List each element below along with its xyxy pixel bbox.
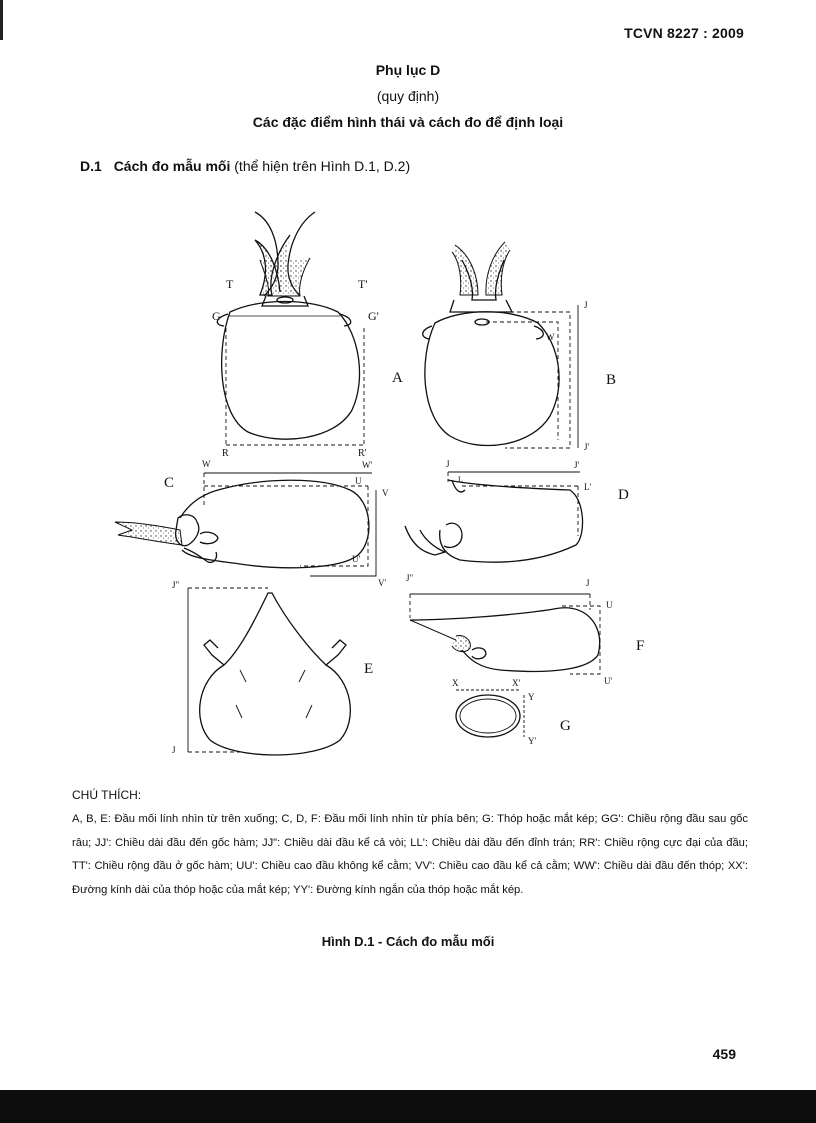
- section-number: D.1: [80, 158, 102, 174]
- label-y-prime-g: Y': [528, 736, 537, 746]
- panel-g-label: G: [560, 718, 571, 734]
- label-j-prime-d: J': [574, 460, 580, 470]
- label-j-dprime-e: J": [172, 580, 180, 590]
- panel-b-label: B: [606, 372, 617, 388]
- panel-g-drawing: [456, 690, 524, 737]
- panel-a-label: A: [392, 370, 403, 386]
- label-v-prime-c: V': [378, 578, 387, 588]
- appendix-heading: Các đặc điểm hình thái và cách đo để định loại: [252, 114, 564, 130]
- panel-e-label: E: [364, 661, 374, 677]
- label-l-d: L: [458, 475, 463, 484]
- panel-f-drawing: [410, 594, 600, 674]
- section-heading: [80, 158, 410, 174]
- panel-f-label: F: [636, 638, 645, 654]
- label-j-dprime-f: J": [406, 573, 414, 583]
- label-j-f: J: [586, 578, 590, 588]
- notes-body: A, B, E: Đầu mối lính nhìn từ trên xuống; C, D, F: Đầu mối lính nhìn từ phía bên; G: Thóp hoặc mắt kép; GG': Chiều rộng đầu sau gốc râu; JJ': Chiều dài đầu đến gốc hàm; JJ": Chiều dài đầu kể cả vòi; LL': Chiều dài đầu đến đỉnh trán; RR': Chiều rộng cực đại của đầu; TT': Chiều rộng đầu ở gốc hàm; UU': Chiều cao đầu không kể cằm; VV': Chiều cao đầu kể cả cằm; WW': Chiều dài đầu đến thóp; XX': Đường kính dài của thóp hoặc của mắt kép; YY': Đường kính ngắn của thóp hoặc mắt kép.: [72, 813, 748, 896]
- label-l-prime-d: L': [584, 482, 592, 492]
- label-j-b: J: [584, 300, 588, 310]
- label-w-prime-c: W': [362, 460, 373, 470]
- scan-bottom-band: [0, 1090, 816, 1123]
- label-j-prime-b: J': [584, 442, 590, 452]
- label-w-c: W: [202, 459, 211, 469]
- figure-caption: Hình D.1 - Cách đo mẫu mối: [321, 934, 495, 949]
- label-g-prime: G': [368, 309, 379, 323]
- label-r-prime: R': [358, 448, 367, 459]
- standard-code: TCVN 8227 : 2009: [624, 25, 744, 41]
- panel-e-drawing: [188, 588, 350, 755]
- label-r: R: [222, 448, 229, 459]
- label-j-d: J: [446, 459, 450, 469]
- label-x-g: X: [452, 678, 459, 688]
- page-number: 459: [712, 1046, 736, 1062]
- label-w-b: W: [546, 332, 555, 342]
- scan-edge-mark: [0, 0, 3, 40]
- label-u-prime-c: U': [352, 554, 361, 564]
- panel-d-drawing: [405, 472, 583, 562]
- label-g: G: [212, 309, 221, 323]
- panel-d-label: D: [618, 487, 629, 503]
- panel-c-label: C: [164, 475, 175, 491]
- panel-c-drawing: [115, 473, 376, 576]
- label-t-prime: T': [358, 277, 368, 291]
- label-j-e: J: [172, 745, 176, 755]
- section-note: (thể hiện trên Hình D.1, D.2): [234, 158, 411, 174]
- label-u-f: U: [606, 600, 613, 610]
- section-title: Cách đo mẫu mối: [113, 158, 231, 174]
- termite-head-drawings: [100, 200, 700, 770]
- label-u-c: U: [355, 476, 362, 486]
- figure-d1: [100, 200, 700, 770]
- label-v-c: V: [382, 488, 389, 498]
- notes-title: CHÚ THÍCH:: [72, 788, 142, 802]
- appendix-title: Phụ lục D: [375, 62, 441, 78]
- label-y-g: Y: [528, 692, 535, 702]
- label-u-prime-f: U': [604, 676, 613, 686]
- label-t: T: [226, 277, 234, 291]
- appendix-subtitle: (quy định): [376, 88, 440, 104]
- panel-a-drawing: [217, 212, 364, 445]
- label-x-prime-g: X': [512, 678, 521, 688]
- panel-b-drawing: [423, 242, 578, 448]
